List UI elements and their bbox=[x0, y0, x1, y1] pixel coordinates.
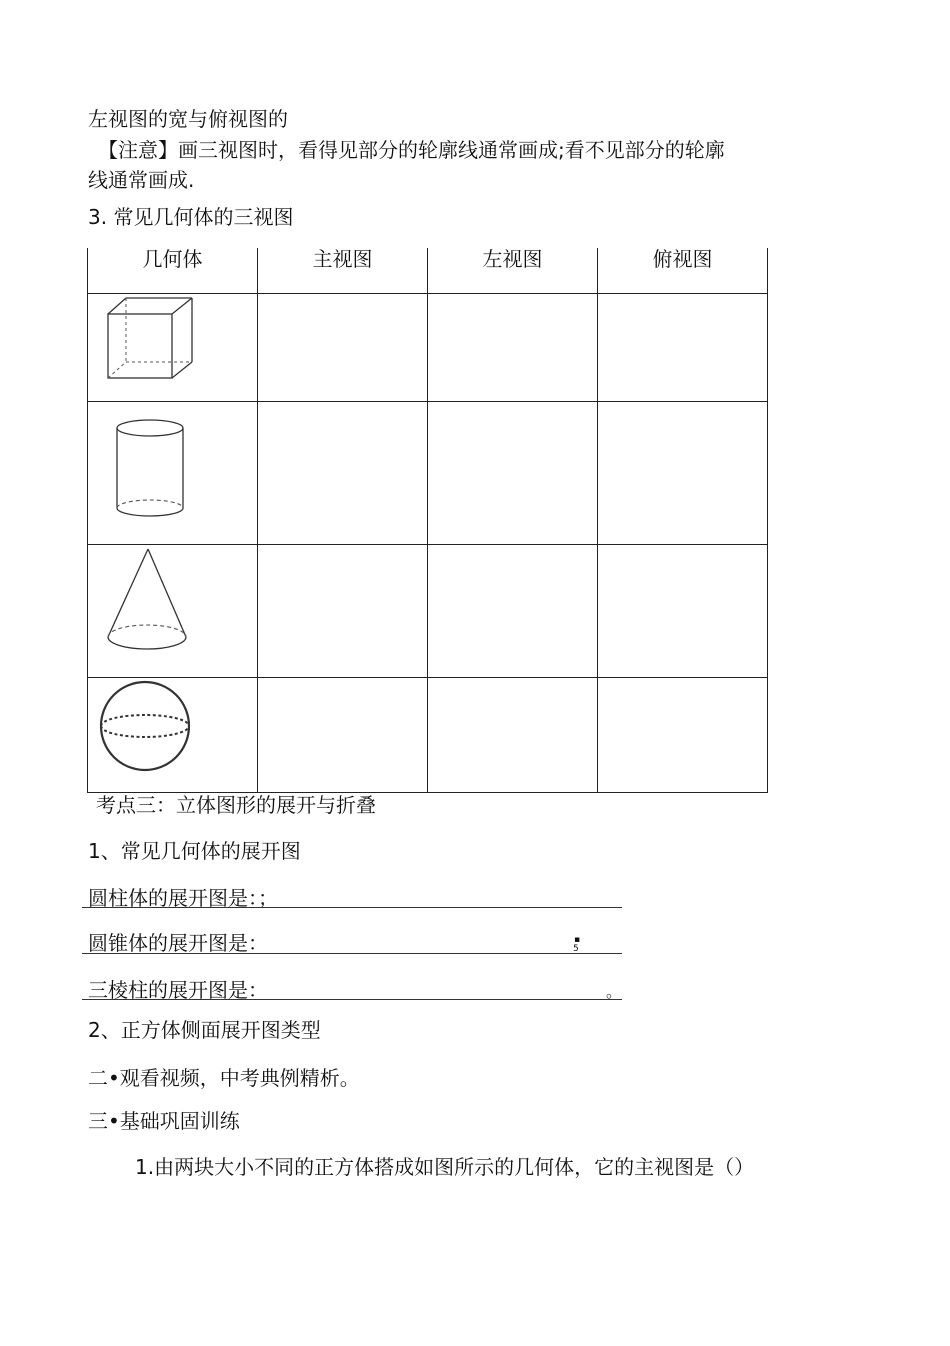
header-solid: 几何体 bbox=[88, 248, 258, 294]
table-row bbox=[88, 545, 768, 678]
table-row bbox=[88, 678, 768, 793]
front-view-cell[interactable] bbox=[258, 402, 428, 545]
intro-line-1: 左视图的宽与俯视图的 bbox=[88, 107, 288, 131]
cylinder-net-answer-line[interactable] bbox=[82, 907, 622, 908]
prism-net-answer-line[interactable] bbox=[82, 999, 622, 1000]
front-view-cell[interactable] bbox=[258, 294, 428, 402]
header-front-view: 主视图 bbox=[258, 248, 428, 294]
top-view-cell[interactable] bbox=[598, 678, 768, 793]
left-view-cell[interactable] bbox=[428, 294, 598, 402]
left-view-cell[interactable] bbox=[428, 545, 598, 678]
cube-icon bbox=[88, 294, 258, 402]
header-left-view: 左视图 bbox=[428, 248, 598, 294]
sphere-icon bbox=[88, 678, 258, 793]
kaodian-3-sub-2: 2、正方体侧面展开图类型 bbox=[88, 1018, 321, 1042]
cone-net-mark: ▪ bbox=[574, 935, 581, 945]
cylinder-icon bbox=[88, 402, 258, 545]
prism-net-label: 三棱柱的展开图是： bbox=[88, 978, 268, 1002]
cone-net-label: 圆锥体的展开图是： bbox=[88, 931, 268, 955]
solid-cell-cone bbox=[88, 545, 258, 678]
front-view-cell[interactable] bbox=[258, 678, 428, 793]
table-header-row bbox=[88, 248, 768, 294]
cone-net-mark-number: 5 bbox=[573, 944, 579, 954]
table-row bbox=[88, 294, 768, 402]
left-view-cell[interactable] bbox=[428, 678, 598, 793]
solid-cell-sphere bbox=[88, 678, 258, 793]
top-view-cell[interactable] bbox=[598, 402, 768, 545]
top-view-cell[interactable] bbox=[598, 294, 768, 402]
three-views-table bbox=[87, 248, 768, 793]
solid-cell-cylinder bbox=[88, 402, 258, 545]
cone-icon bbox=[88, 545, 258, 678]
header-top-view: 俯视图 bbox=[598, 248, 768, 294]
left-view-cell[interactable] bbox=[428, 402, 598, 545]
question-1: 1.由两块大小不同的正方体搭成如图所示的几何体，它的主视图是（） bbox=[135, 1155, 755, 1179]
cylinder-net-label: 圆柱体的展开图是：； bbox=[88, 886, 278, 910]
note-line-1: 【注意】画三视图时，看得见部分的轮廓线通常画成;看不见部分的轮廓 bbox=[98, 138, 725, 162]
part-3-title: 三•基础巩固训练 bbox=[88, 1109, 240, 1133]
top-view-cell[interactable] bbox=[598, 545, 768, 678]
solid-cell-cube bbox=[88, 294, 258, 402]
part-2-title: 二•观看视频，中考典例精析。 bbox=[88, 1066, 360, 1090]
front-view-cell[interactable] bbox=[258, 545, 428, 678]
kaodian-3-sub-1: 1、常见几何体的展开图 bbox=[88, 839, 301, 863]
prism-net-end: 。 bbox=[606, 982, 623, 1001]
note-line-2: 线通常画成. bbox=[88, 168, 195, 192]
table-row bbox=[88, 402, 768, 545]
kaodian-3-title: 考点三：立体图形的展开与折叠 bbox=[96, 793, 376, 817]
section-3-title: 3. 常见几何体的三视图 bbox=[88, 205, 294, 229]
cone-net-answer-line[interactable] bbox=[82, 953, 622, 954]
